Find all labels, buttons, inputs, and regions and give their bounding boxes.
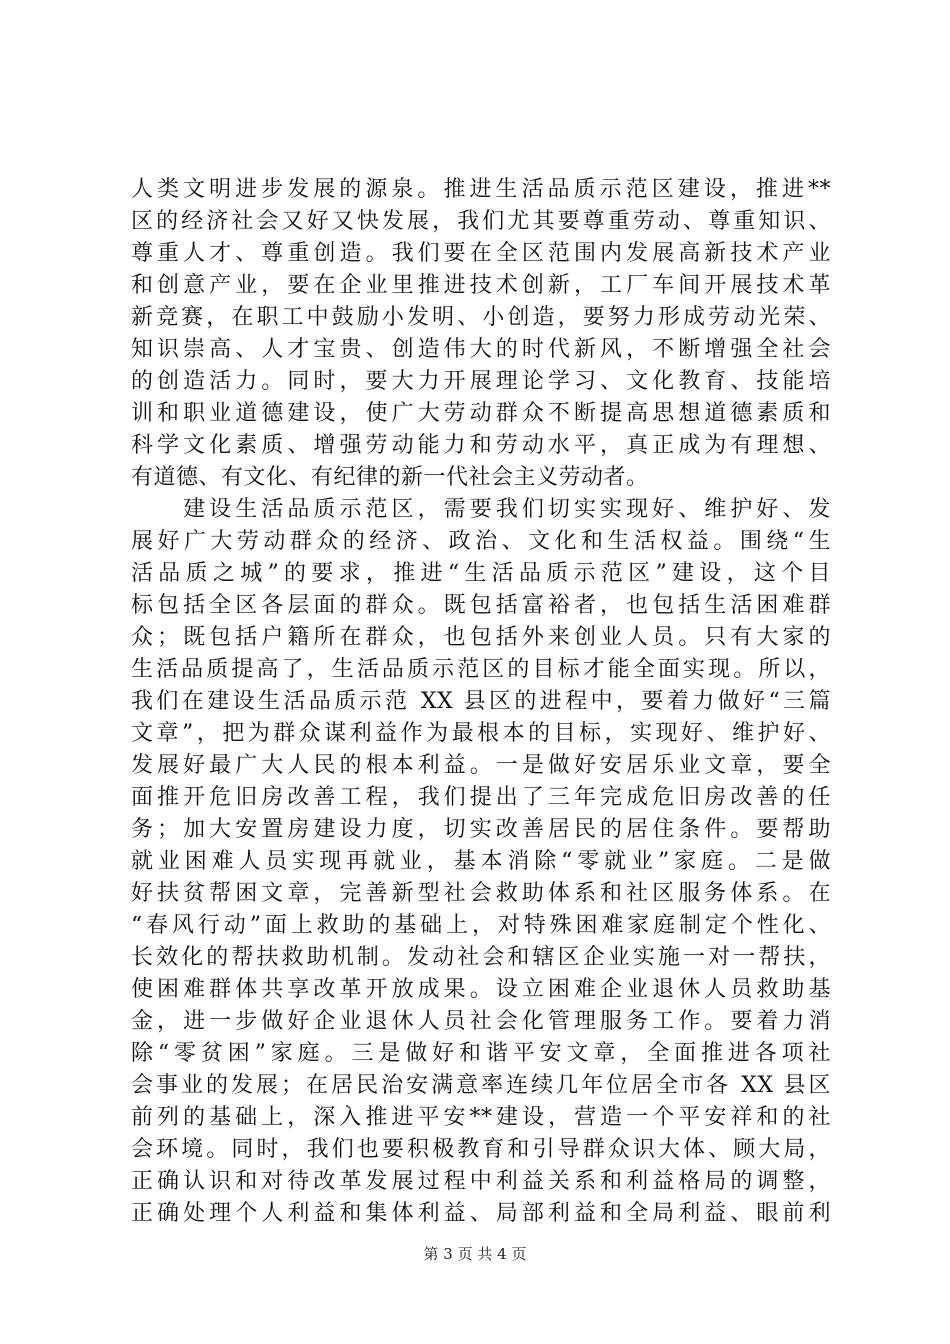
text-line: 区的经济社会又好又快发展，我们尤其要尊重劳动、尊重知识、 [131, 209, 831, 234]
text-line: 新竞赛，在职工中鼓励小发明、小创造，要努力形成劳动光荣、 [131, 305, 831, 330]
text-line: 活品质之城”的要求，推进“生活品质示范区”建设，这个目 [131, 561, 831, 586]
text-line: 正确认识和对待改革发展过程中利益关系和利益格局的调整， [131, 1169, 831, 1194]
text-line: 众；既包括户籍所在群众，也包括外来创业人员。只有大家的 [131, 625, 831, 650]
text-line: 发展好最广大人民的根本利益。一是做好安居乐业文章，要全 [131, 753, 831, 778]
text-line: 长效化的帮扶救助机制。发动社会和辖区企业实施一对一帮扶， [131, 945, 831, 970]
text-line: 正确处理个人利益和集体利益、局部利益和全局利益、眼前利 [131, 1201, 831, 1226]
text-line: 好扶贫帮困文章，完善新型社会救助体系和社区服务体系。在 [131, 881, 831, 906]
text-line: 金，进一步做好企业退休人员社会化管理服务工作。要着力消 [131, 1009, 831, 1034]
text-line: 和创意产业，要在企业里推进技术创新，工厂车间开展技术革 [131, 273, 831, 298]
text-line: “春风行动”面上救助的基础上，对特殊困难家庭制定个性化、 [131, 913, 831, 938]
text-line: 我们在建设生活品质示范 XX 县区的进程中，要着力做好“三篇 [131, 689, 831, 714]
text-line: 有道德、有文化、有纪律的新一代社会主义劳动者。 [131, 465, 649, 490]
text-line: 尊重人才、尊重创造。我们要在全区范围内发展高新技术产业 [131, 241, 831, 266]
text-line: 前列的基础上，深入推进平安**建设，营造一个平安祥和的社 [131, 1105, 831, 1130]
text-line: 会环境。同时，我们也要积极教育和引导群众识大体、顾大局， [131, 1137, 831, 1162]
text-line: 科学文化素质、增强劳动能力和劳动水平，真正成为有理想、 [131, 433, 831, 458]
text-line: 训和职业道德建设，使广大劳动群众不断提高思想道德素质和 [131, 401, 831, 426]
text-line: 面推开危旧房改善工程，我们提出了三年完成危旧房改善的任 [131, 785, 831, 810]
text-line: 会事业的发展；在居民治安满意率连续几年位居全市各 XX 县区 [131, 1073, 832, 1098]
text-line: 的创造活力。同时，要大力开展理论学习、文化教育、技能培 [131, 369, 831, 394]
text-line: 人类文明进步发展的源泉。推进生活品质示范区建设，推进** [131, 177, 831, 202]
text-line: 就业困难人员实现再就业，基本消除“零就业”家庭。二是做 [131, 849, 831, 874]
text-line: 生活品质提高了，生活品质示范区的目标才能全面实现。所以， [131, 657, 831, 682]
text-line: 建设生活品质示范区，需要我们切实实现好、维护好、发 [131, 497, 831, 522]
text-line: 务；加大安置房建设力度，切实改善居民的居住条件。要帮助 [131, 817, 831, 842]
text-line: 知识崇高、人才宝贵、创造伟大的时代新风，不断增强全社会 [131, 337, 831, 362]
body-text [131, 174, 831, 1230]
text-line: 展好广大劳动群众的经济、政治、文化和生活权益。围绕“生 [131, 529, 831, 554]
text-line: 除“零贫困”家庭。三是做好和谐平安文章，全面推进各项社 [131, 1041, 831, 1066]
text-line: 文章”，把为群众谋利益作为最根本的目标，实现好、维护好、 [131, 721, 831, 746]
text-line: 使困难群体共享改革开放成果。设立困难企业退休人员救助基 [131, 977, 831, 1002]
text-line: 标包括全区各层面的群众。既包括富裕者，也包括生活困难群 [131, 593, 831, 618]
page-footer: 第 3 页 共 4 页 [423, 1245, 527, 1263]
